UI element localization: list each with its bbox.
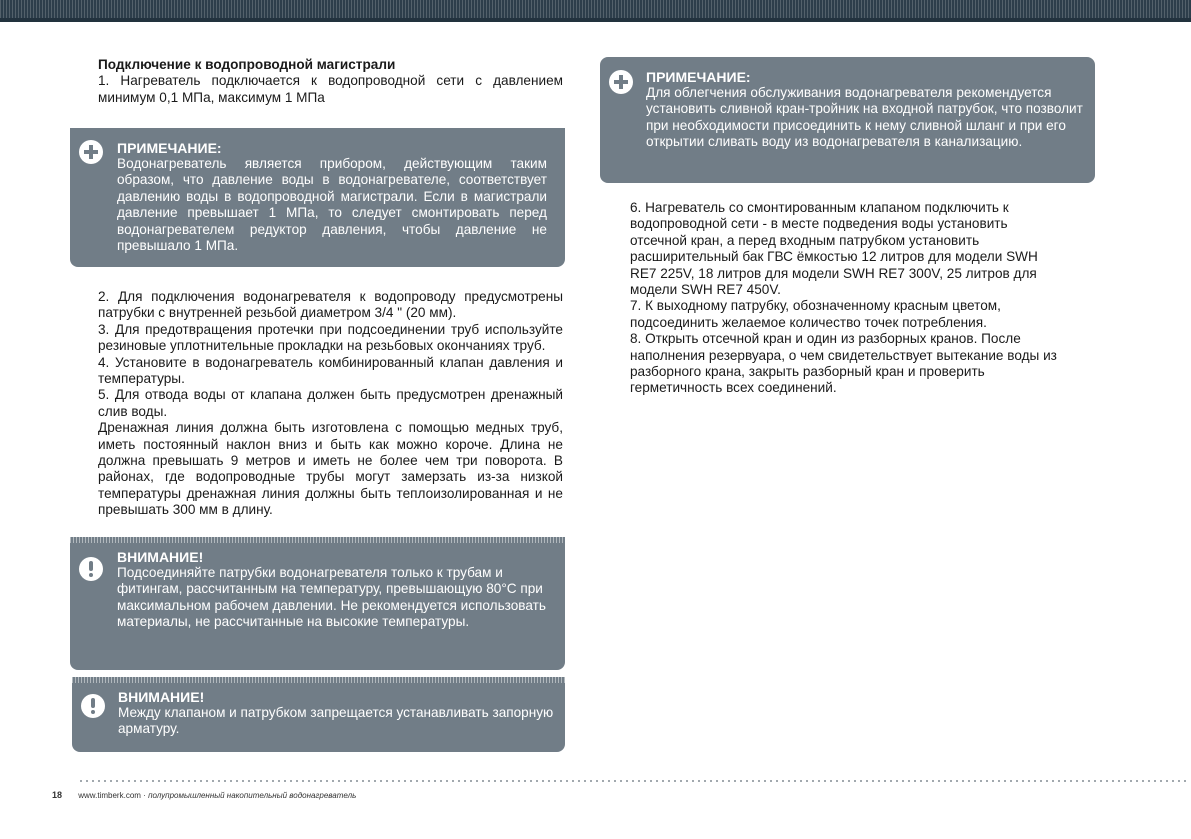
stripe-decoration	[70, 537, 565, 543]
note-body: Водонагреватель является прибором, действующим таким образом, что давление воды в водонагревателе, соответствует давлению воды в водопроводной магистрали. Если в магистрали давление превышает 1 МПа, то следует смонтировать перед водонагревателем редуктор давления, чтобы давление не превышало 1 МПа.	[117, 156, 547, 254]
instructions-left	[98, 289, 563, 519]
paragraph: 1. Нагреватель подключается к водопроводной сети с давлением минимум 0,1 МПа, максимум 1 МПа	[98, 73, 563, 105]
warning-body: Между клапаном и патрубком запрещается устанавливать запорную арматуру.	[118, 705, 554, 737]
exclamation-icon	[79, 557, 103, 581]
dotted-divider	[78, 780, 1188, 782]
plus-icon	[79, 140, 103, 164]
note-box	[600, 57, 1095, 183]
warning-box	[72, 677, 565, 752]
note-title: ПРИМЕЧАНИЕ:	[117, 140, 222, 156]
paragraph: Дренажная линия должна быть изготовлена с помощью медных труб, иметь постоянный наклон вниз и быть как можно короче. Длина не должна превышать 9 метров и иметь не более чем три поворота. В районах, где водопроводные трубы могут замерзать из-за низкой температуры дренажная линия должны быть теплоизолированная и не превышать 300 мм в длину.	[98, 420, 563, 518]
section-intro	[98, 57, 563, 106]
header-bar	[0, 0, 1191, 22]
warning-title: ВНИМАНИЕ!	[118, 689, 205, 705]
instructions-right	[630, 200, 1060, 397]
paragraph: 6. Нагреватель со смонтированным клапаном подключить к водопроводной сети - в месте подведения воды установить отсечной кран, а перед входным патрубком установить расширительный бак ГВС ёмкостью 12 литров для модели SWH RE7 225V, 18 литров для модели SWH RE7 300V, 25 литров для модели SWH RE7 450V.	[630, 200, 1038, 298]
footer-separator: ·	[143, 791, 149, 800]
paragraph: 7. К выходному патрубку, обозначенному красным цветом, подсоединить желаемое количество точек потребления.	[630, 298, 1001, 330]
stripe-decoration	[72, 677, 565, 683]
warning-title: ВНИМАНИЕ!	[117, 549, 204, 565]
paragraph: 4. Установите в водонагреватель комбинированный клапан давления и температуры.	[98, 354, 563, 387]
page-number: 18	[52, 790, 63, 800]
note-body: Для облегчения обслуживания водонагревателя рекомендуется установить сливной кран-тройник на входной патрубок, что позволит при необходимости присоединить к нему сливной шланг и при его открытии сливать воду из водонагревателя в канализацию.	[646, 85, 1083, 150]
section-heading: Подключение к водопроводной магистрали	[98, 57, 396, 72]
warning-body: Подсоединяйте патрубки водонагревателя только к трубам и фитингам, рассчитанным на температуру, превышающую 80°C при максимальном рабочем давлении. Не рекомендуется использовать материалы, не рассчитанные на высокие температуры.	[117, 565, 546, 630]
paragraph: 8. Открыть отсечной кран и один из разборных кранов. После наполнения резервуара, о чем свидетельствует вытекание воды из разборного крана, закрыть разборный кран и проверить герметичность всех соединений.	[630, 331, 1057, 396]
footer-site: www.timberk.com	[78, 791, 141, 800]
note-title: ПРИМЕЧАНИЕ:	[646, 69, 751, 85]
paragraph: 5. Для отвода воды от клапана должен быть предусмотрен дренажный слив воды.	[98, 387, 563, 419]
warning-box	[70, 537, 565, 670]
plus-icon	[609, 70, 633, 94]
footer-subtitle: полупромышленный накопительный водонагреватель	[148, 791, 357, 800]
note-box	[70, 128, 565, 267]
paragraph: 3. Для предотвращения протечки при подсоединении труб используйте резиновые уплотнительные прокладки на резьбовых окончаниях труб.	[98, 321, 563, 354]
footer	[52, 790, 356, 800]
exclamation-icon	[81, 694, 105, 718]
paragraph: 2. Для подключения водонагревателя к водопроводу предусмотрены патрубки с внутренней резьбой диаметром 3/4 " (20 мм).	[98, 289, 563, 321]
